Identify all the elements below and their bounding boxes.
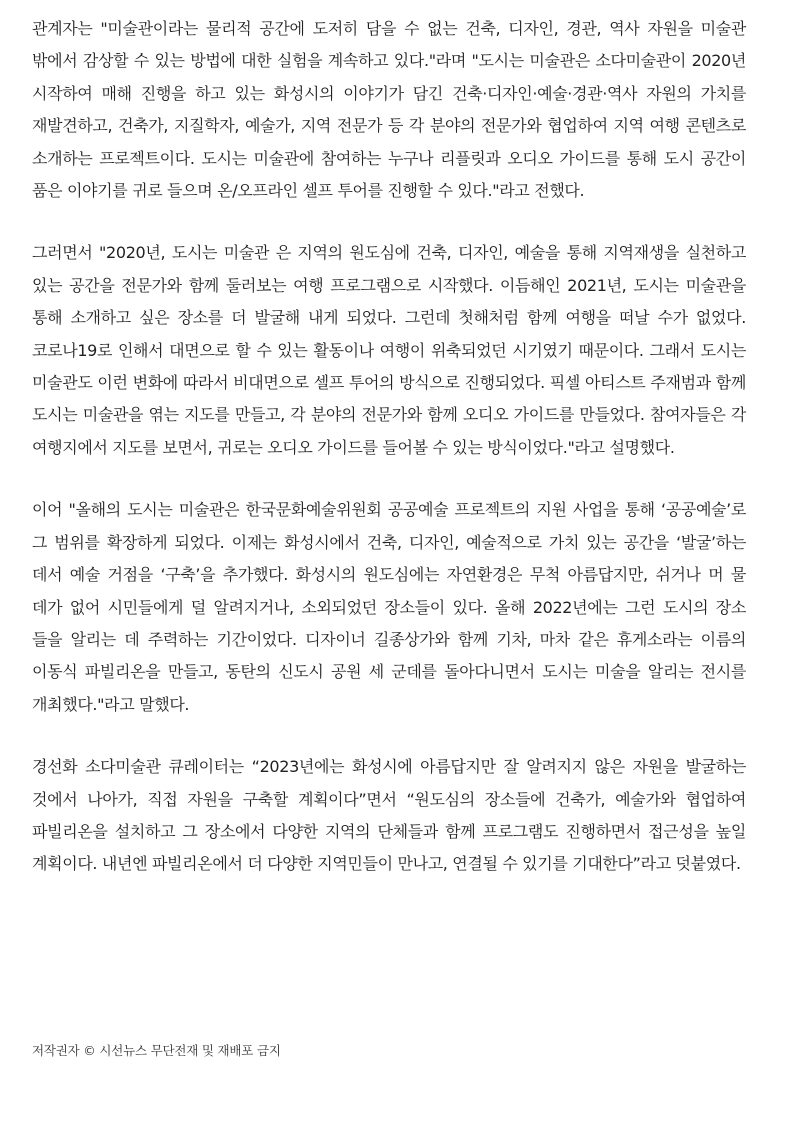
article-body xyxy=(32,13,746,911)
copyright-notice: 저작권자 © 시선뉴스 무단전재 및 재배포 금지 xyxy=(32,1043,281,1058)
article-paragraph: 이어 "올해의 도시는 미술관은 한국문화예술위원회 공공예술 프로젝트의 지원 사업을 통해 ‘공공예술’로 그 범위를 확장하게 되었다. 이제는 화성시에서 건축, 디자인, 예술적으로 가치 있는 공간을 ‘발굴’하는 데서 예술 거점을 ‘구축’을 추가했다. 화성시의 원도심에는 자연환경은 무척 아름답지만, 쉬거나 머 물 데가 없어 시민들에게 덜 알려지거나, 소외되었던 장소들이 있다. 올해 2022년에는 그런 도시의 장소 들을 알리는 데 주력하는 기간이었다. 디자이너 길종상가와 함께 기차, 마차 같은 휴게소라는 이름의 이동식 파빌리온을 만들고, 동탄의 신도시 공원 세 군데를 돌아다니면서 도시는 미술을 알리는 전시를 개최했다."라고 말했다. xyxy=(32,500,746,714)
article-paragraph: 경선화 소다미술관 큐레이터는 “2023년에는 화성시에 아름답지만 잘 알려지지 않은 자원을 발굴하는 것에서 나아가, 직접 자원을 구축할 계획이다”면서 “원도심의 장소들에 건축가, 예술가와 협업하여 파빌리온을 설치하고 그 장소에서 다양한 지역의 단체들과 함께 프로그램도 진행하면서 접근성을 높일 계획이다. 내년엔 파빌리온에서 더 다양한 지역민들이 만나고, 연결될 수 있기를 기대한다”라고 덧붙였다. xyxy=(32,757,746,874)
article-paragraph: 관계자는 "미술관이라는 물리적 공간에 도저히 담을 수 없는 건축, 디자인, 경관, 역사 자원을 미술관 밖에서 감상할 수 있는 방법에 대한 실험을 계속하고 있다."라며 "도시는 미술관은 소다미술관이 2020년 시작하여 매해 진행을 하고 있는 화성시의 이야기가 담긴 건축·디자인·예술·경관·역사 자원의 가치를 재발견하고, 건축가, 지질학자, 예술가, 지역 전문가 등 각 분야의 전문가와 협업하여 지역 여행 콘텐츠로 소개하는 프로젝트이다. 도시는 미술관에 참여하는 누구나 리플릿과 오디오 가이드를 통해 도시 공간이 품은 이야기를 귀로 들으며 온/오프라인 셀프 투어를 진행할 수 있다."라고 전했다. xyxy=(32,19,746,201)
article-paragraph: 그러면서 "2020년, 도시는 미술관 은 지역의 원도심에 건축, 디자인, 예술을 통해 지역재생을 실천하고 있는 공간을 전문가와 함께 둘러보는 여행 프로그램으로 시작했다. 이듬해인 2021년, 도시는 미술관을 통해 소개하고 싶은 장소를 더 발굴해 내게 되었다. 그런데 첫해처럼 함께 여행을 떠날 수가 없었다. 코로나19로 인해서 대면으로 할 수 있는 활동이나 여행이 위축되었던 시기였기 때문이다. 그래서 도시는 미술관도 이런 변화에 따라서 비대면으로 셀프 투어의 방식으로 진행되었다. 픽셀 아티스트 주재범과 함께 도시는 미술관을 엮는 지도를 만들고, 각 분야의 전문가와 함께 오디오 가이드를 만들었다. 참여자들은 각 여행지에서 지도를 보면서, 귀로는 오디오 가이드를 들어볼 수 있는 방식이었다."라고 설명했다. xyxy=(32,243,746,457)
